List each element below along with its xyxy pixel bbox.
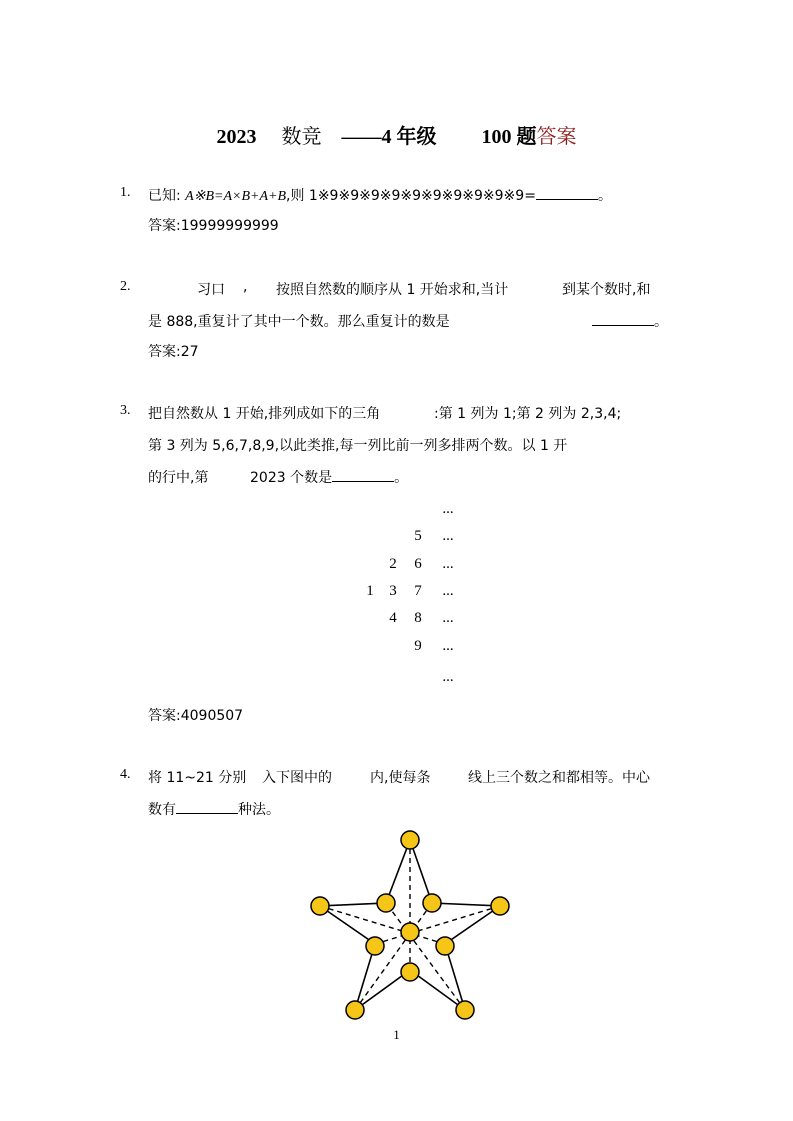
circle-node[interactable] (366, 937, 384, 955)
star-diagram (300, 820, 520, 1030)
triangle-cell: 1 (366, 583, 374, 599)
triangle-cell: ... (442, 669, 454, 685)
circle-node[interactable] (311, 897, 329, 915)
title-count: 100 题 (481, 126, 537, 148)
q4-line1-c: 内,使每条 (370, 770, 431, 786)
q1-answer: 答案:19999999999 (148, 218, 279, 234)
q2-end: 。 (654, 314, 668, 330)
q3-line2: 第 3 列为 5,6,7,8,9,以此类推,每一列比前一列多排两个数。以 1 开 (148, 438, 568, 454)
q2-line2-end (592, 311, 668, 331)
circle-node[interactable] (401, 963, 419, 981)
circle-node[interactable] (401, 831, 419, 849)
q1-end: 。 (597, 188, 612, 204)
q3-line1-b: :第 1 列为 1;第 2 列为 2,3,4; (434, 406, 622, 422)
triangle-cell: 6 (414, 556, 422, 572)
q4-line2-a: 数有 (148, 802, 176, 818)
q3-answer: 答案:4090507 (148, 708, 244, 724)
q3-line3-a: 的行中,第 (148, 470, 209, 486)
q4-line2-b: 种法。 (238, 802, 280, 818)
q2-line1-a: 习口 (197, 282, 225, 298)
triangle-cell: 3 (389, 583, 397, 599)
circle-node[interactable] (456, 1001, 474, 1019)
triangle-cell: ... (442, 638, 454, 654)
q4-line2 (148, 799, 280, 819)
title-year: 2023 (216, 126, 257, 148)
circle-node[interactable] (423, 894, 441, 912)
q1-number: 1. (120, 185, 131, 200)
q3-line1-a: 把自然数从 1 开始,排列成如下的三角 (148, 406, 381, 422)
triangle-cell: ... (442, 528, 454, 544)
triangle-cell: 4 (389, 610, 397, 626)
triangle-cell: ... (442, 501, 454, 517)
q4-line1-a: 将 11~21 分别 (148, 770, 247, 786)
q4-blank (176, 801, 238, 814)
triangle-cell: 9 (414, 638, 422, 654)
triangle-cell: ... (442, 583, 454, 599)
q1-formula: A※B=A×B+A+B (185, 189, 287, 204)
q1-blank (536, 187, 598, 200)
circle-node-center[interactable] (401, 923, 419, 941)
triangle-cell: 7 (414, 583, 422, 599)
q2-answer: 答案:27 (148, 344, 199, 360)
triangle-cell: 8 (414, 610, 422, 626)
q2-number: 2. (120, 279, 131, 294)
q1-text (148, 185, 612, 205)
title-grade: ——4 年级 (341, 126, 437, 148)
triangle-cell: ... (442, 610, 454, 626)
q2-blank (592, 313, 654, 326)
q2-line2: 是 888,重复计了其中一个数。那么重复计的数是 (148, 314, 450, 330)
circle-node[interactable] (377, 894, 395, 912)
circle-node[interactable] (491, 897, 509, 915)
q3-line3-b (250, 467, 408, 487)
q3-line3-b-text: 2023 个数是 (250, 470, 333, 486)
q4-number: 4. (120, 767, 131, 782)
q2-line1-c: 按照自然数的顺序从 1 开始求和,当计 (276, 282, 509, 298)
page-number: 1 (393, 1027, 400, 1042)
q1-then: ,则 1※9※9※9※9※9※9※9※9※9※9= (286, 188, 536, 204)
triangle-cell: 2 (389, 556, 397, 572)
q4-line1-b: 入下图中的 (262, 770, 332, 786)
page-title (0, 120, 793, 149)
q2-line1-b: , (243, 279, 248, 295)
q3-blank (332, 469, 394, 482)
circle-node[interactable] (346, 1001, 364, 1019)
triangle-cell: 5 (414, 528, 422, 544)
title-answer-word: 答案 (536, 124, 577, 148)
q2-line1-d: 到某个数时,和 (562, 282, 651, 298)
q1-prefix: 已知: (148, 188, 181, 204)
circle-node[interactable] (436, 937, 454, 955)
q3-number: 3. (120, 403, 131, 418)
q3-end: 。 (394, 470, 409, 486)
title-subject: 数竞 (281, 124, 322, 148)
q4-line1-d: 线上三个数之和都相等。中心 (468, 770, 650, 786)
triangle-cell: ... (442, 556, 454, 572)
